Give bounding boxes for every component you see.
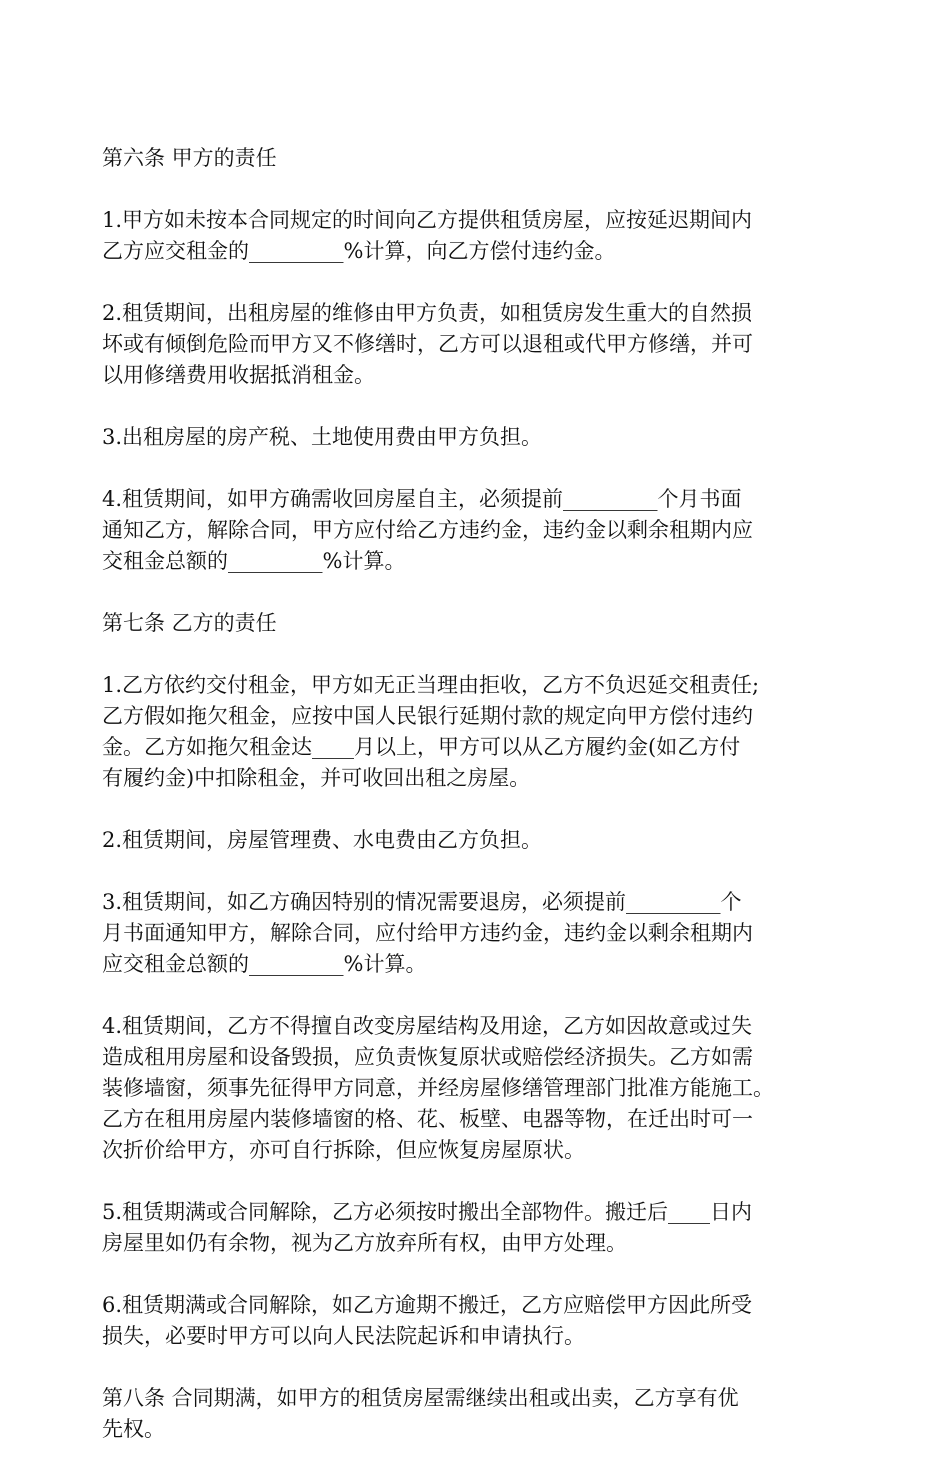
article-6-clause-1: 1.甲方如未按本合同规定的时间向乙方提供租赁房屋，应按延迟期间内 乙方应交租金的_________%计算，向乙方偿付违约金。 [102, 208, 753, 263]
article-7-clause-3: 3.租赁期间，如乙方确因特别的情况需要退房，必须提前_________个 月书面通知甲方，解除合同，应付给甲方违约金，违约金以剩余租期内 应交租金总额的_________%计算。 [102, 890, 753, 976]
document-body [102, 143, 862, 1476]
article-7-heading: 第七条 乙方的责任 [102, 611, 277, 635]
article-6-clause-2: 2.租赁期间，出租房屋的维修由甲方负责，如租赁房发生重大的自然损 坏或有倾倒危险而甲方又不修缮时，乙方可以退租或代甲方修缮，并可 以用修缮费用收据抵消租金。 [102, 301, 753, 387]
article-7-clause-5: 5.租赁期满或合同解除，乙方必须按时搬出全部物件。搬迁后____日内 房屋里如仍有余物，视为乙方放弃所有权，由甲方处理。 [102, 1200, 753, 1255]
article-6-heading: 第六条 甲方的责任 [102, 146, 277, 170]
article-6-clause-3: 3.出租房屋的房产税、土地使用费由甲方负担。 [102, 425, 543, 449]
article-8-paragraph: 第八条 合同期满，如甲方的租赁房屋需继续出租或出卖，乙方享有优 先权。 [102, 1386, 739, 1441]
article-6-clause-4: 4.租赁期间，如甲方确需收回房屋自主，必须提前_________个月书面 通知乙方，解除合同，甲方应付给乙方违约金，违约金以剩余租期内应 交租金总额的_________%计算。 [102, 487, 753, 573]
article-7-clause-4: 4.租赁期间，乙方不得擅自改变房屋结构及用途，乙方如因故意或过失 造成租用房屋和设备毁损，应负责恢复原状或赔偿经济损失。乙方如需 装修墙窗，须事先征得甲方同意，并经房屋修缮管理部门批准方能施工。 乙方在租用房屋内装修墙窗的格、花、板壁、电器等物，在迁出时可一 次折价给甲方，亦可自行拆除，但应恢复房屋原状。 [102, 1014, 774, 1162]
article-7-clause-1: 1.乙方依约交付租金，甲方如无正当理由拒收，乙方不负迟延交租责任; 乙方假如拖欠租金，应按中国人民银行延期付款的规定向甲方偿付违约 金。乙方如拖欠租金达____月以上，甲方可以从乙方履约金(如乙方付 有履约金)中扣除租金，并可收回出租之房屋。 [102, 673, 760, 790]
article-7-clause-6: 6.租赁期满或合同解除，如乙方逾期不搬迁，乙方应赔偿甲方因此所受 损失，必要时甲方可以向人民法院起诉和申请执行。 [102, 1293, 753, 1348]
article-7-clause-2: 2.租赁期间，房屋管理费、水电费由乙方负担。 [102, 828, 543, 852]
